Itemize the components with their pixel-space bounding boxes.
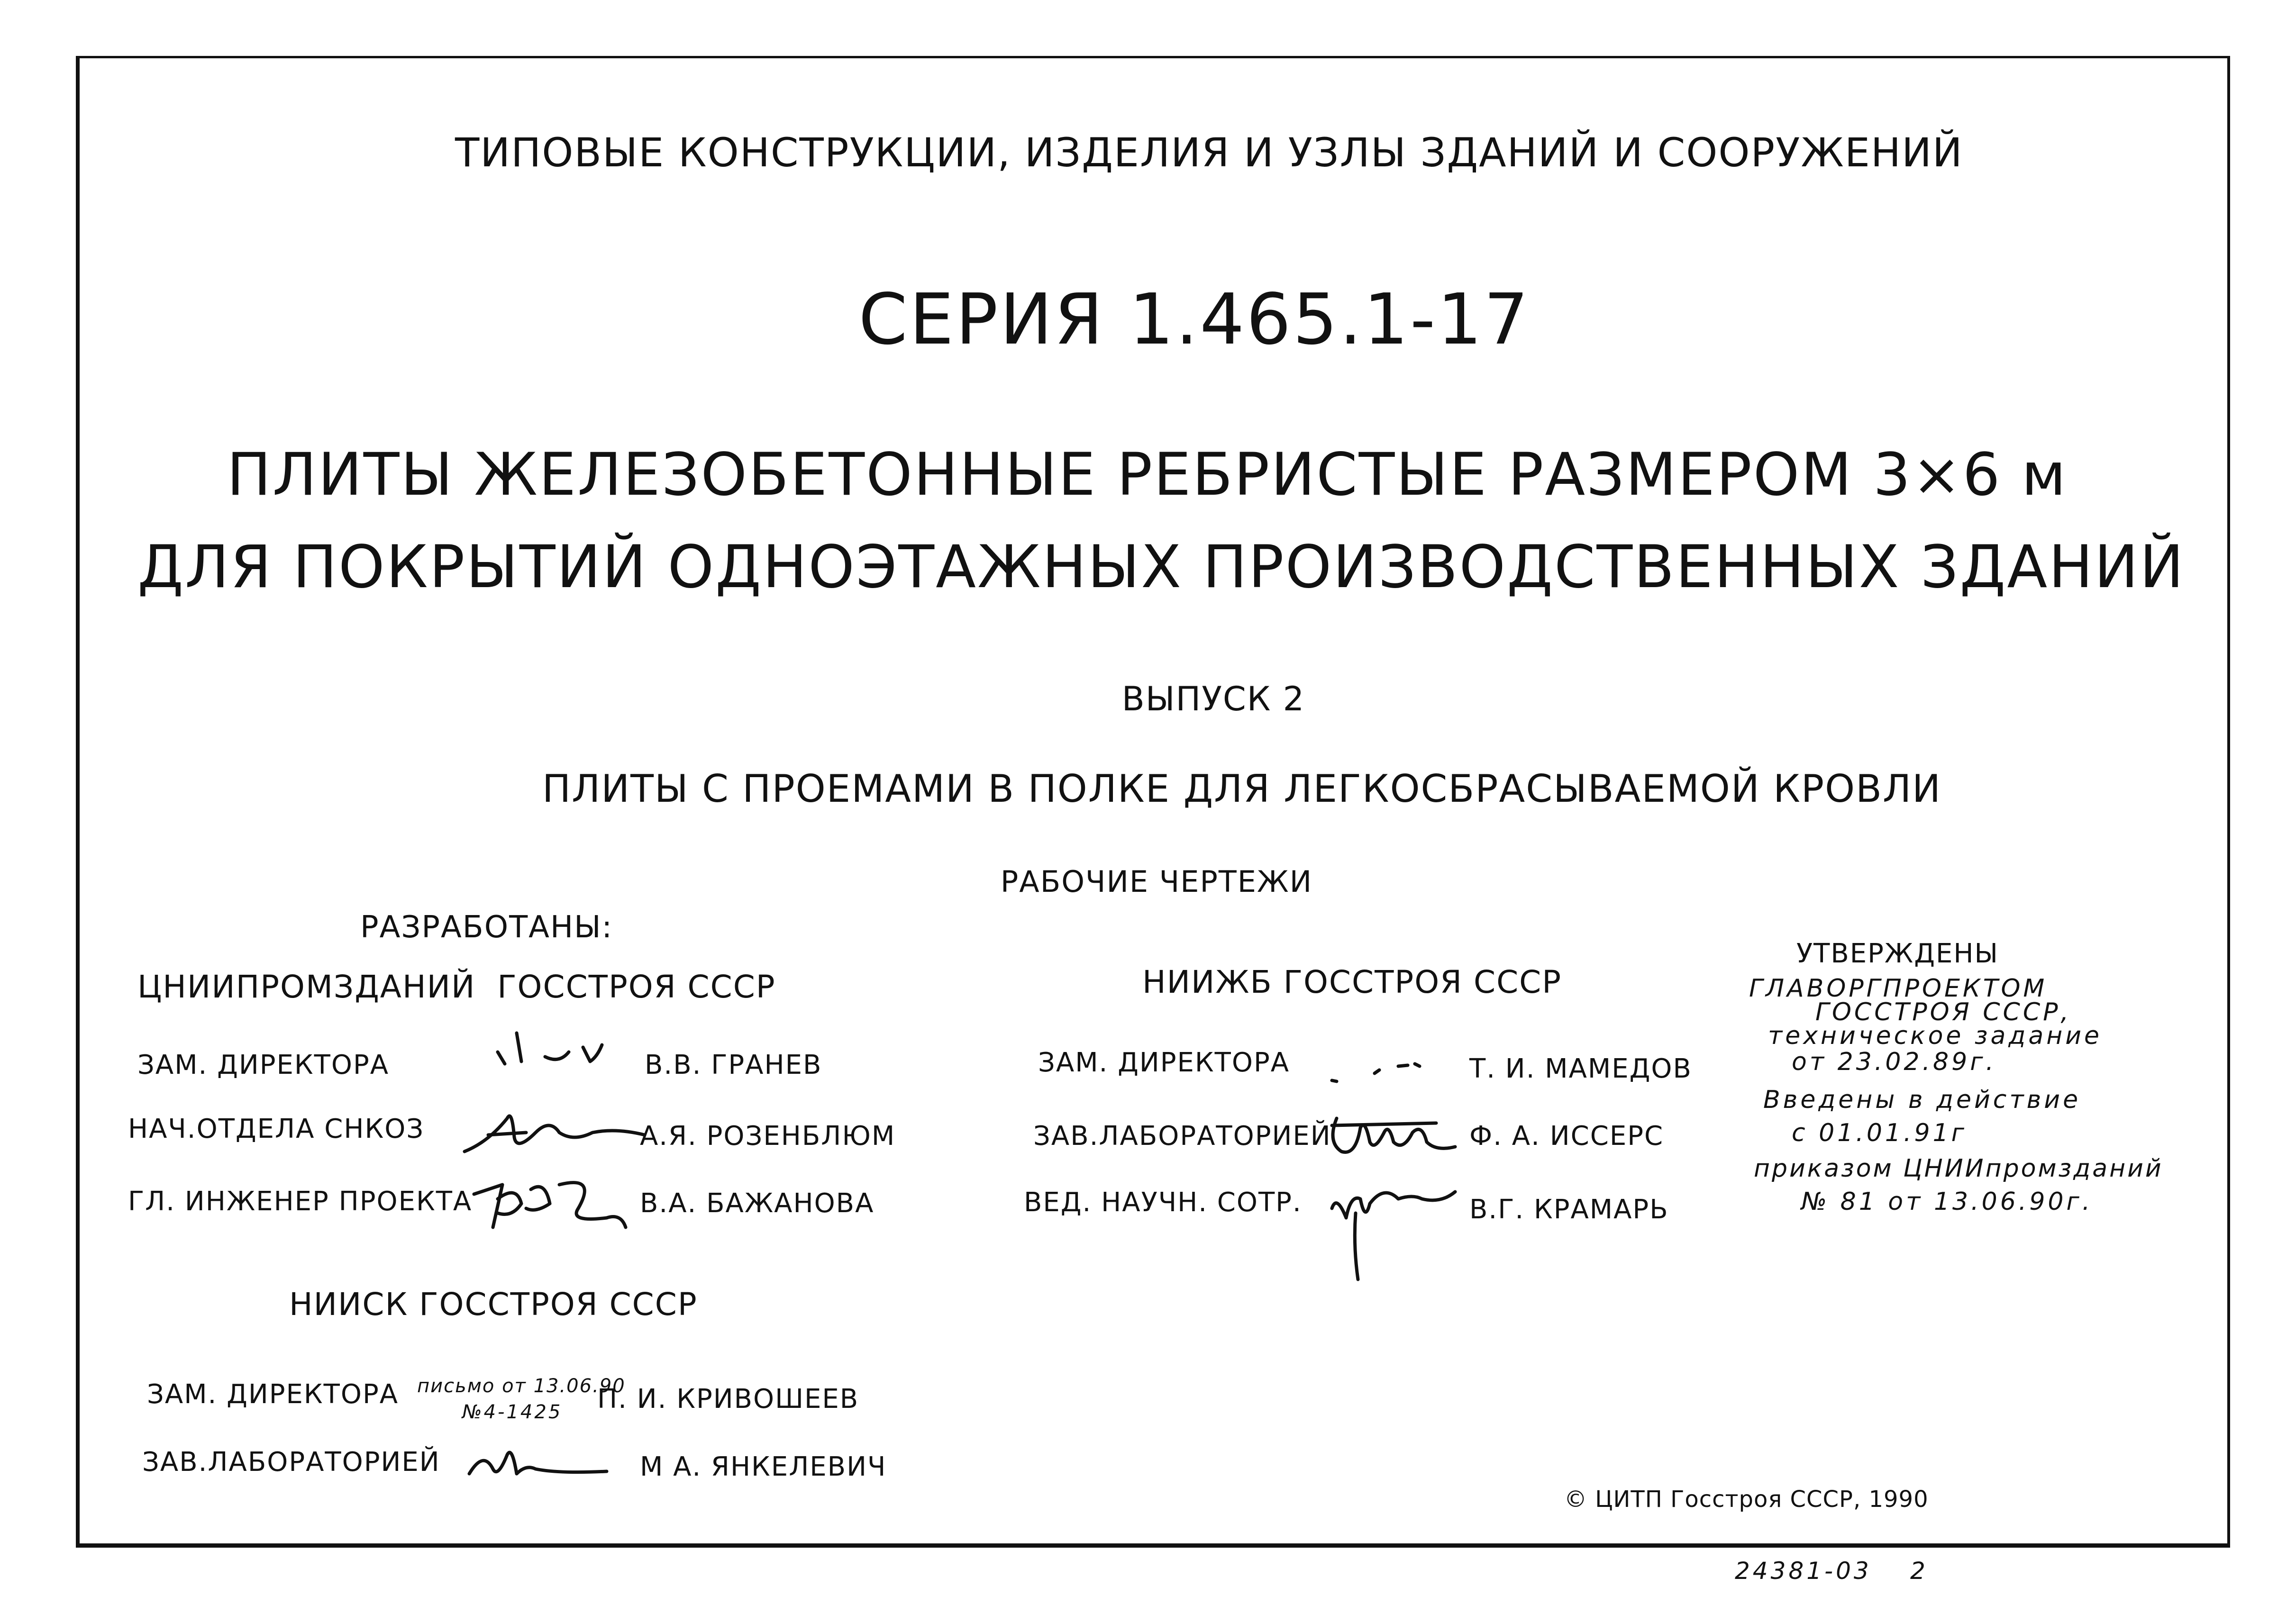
approved-line-4: от 23.02.89г. (1792, 1048, 1997, 1076)
org1-position-1: ЗАМ. ДИРЕКТОРА (137, 1050, 390, 1080)
org1-name-2: А.Я. РОЗЕНБЛЮМ (640, 1121, 896, 1152)
approved-line-2: ГОССТРОЯ СССР, (1815, 998, 2072, 1026)
org1-position-2: НАЧ.ОТДЕЛА СНКОЗ (128, 1114, 425, 1144)
signature-yankelevich (465, 1441, 616, 1483)
signature-mamedov (1322, 1052, 1431, 1090)
org2-position-2: ЗАВ.ЛАБОРАТОРИЕЙ (142, 1447, 440, 1478)
org1-name-3: В.А. БАЖАНОВА (640, 1188, 875, 1219)
org3-name-3: В.Г. КРАМАРЬ (1469, 1194, 1669, 1225)
org2-position-1: ЗАМ. ДИРЕКТОРА (147, 1379, 399, 1410)
org3-position-3: ВЕД. НАУЧН. СОТР. (1024, 1187, 1302, 1218)
doc-type: РАБОЧИЕ ЧЕРТЕЖИ (1000, 864, 1313, 899)
footer-page-number: 2 (1910, 1557, 1928, 1585)
approved-line-3: техническое задание (1768, 1022, 2103, 1050)
footer-document-number: 24381-03 (1735, 1557, 1872, 1585)
signature-rozenblyum (460, 1099, 649, 1166)
approved-line-5: Введены в действие (1763, 1086, 2081, 1114)
approved-label: УТВЕРЖДЕНЫ (1796, 938, 1999, 969)
org2-name-1: П. И. КРИВОШЕЕВ (597, 1384, 859, 1414)
signature-granev (488, 1019, 611, 1080)
org3-position-1: ЗАМ. ДИРЕКТОРА (1038, 1047, 1290, 1078)
org3-name-1: Т. И. МАМЕДОВ (1469, 1053, 1692, 1084)
org2-letter-note-1: письмо от 13.06.90 (417, 1375, 626, 1397)
issue-number: ВЫПУСК 2 (1121, 680, 1305, 718)
org2-letter-note-2: №4-1425 (462, 1401, 563, 1423)
org2-name: НИИСК ГОССТРОЯ СССР (289, 1286, 698, 1323)
approved-line-6: с 01.01.91г (1792, 1119, 1968, 1147)
org3-name-2: Ф. А. ИССЕРС (1469, 1121, 1664, 1152)
approved-line-8: № 81 от 13.06.90г. (1801, 1188, 2093, 1216)
developed-label: РАЗРАБОТАНЫ: (360, 910, 613, 945)
org3-name: НИИЖБ ГОССТРОЯ СССР (1142, 964, 1562, 1000)
org1-name: ЦНИИПРОМЗДАНИЙ ГОССТРОЯ СССР (137, 969, 776, 1005)
approved-line-1: ГЛАВОРГПРОЕКТОМ (1749, 974, 2048, 1003)
title-line-1: ПЛИТЫ ЖЕЛЕЗОБЕТОННЫЕ РЕБРИСТЫЕ РАЗМЕРОМ 3×6 м (227, 441, 2068, 509)
org3-position-2: ЗАВ.ЛАБОРАТОРИЕЙ (1033, 1121, 1331, 1152)
approved-line-7: приказом ЦНИИпромзданий (1754, 1154, 2163, 1183)
org2-name-2: М А. ЯНКЕЛЕВИЧ (640, 1451, 887, 1482)
signature-kramar (1318, 1166, 1460, 1284)
signature-bazhanova (465, 1166, 635, 1237)
subtitle: ПЛИТЫ С ПРОЕМАМИ В ПОЛКЕ ДЛЯ ЛЕГКОСБРАСЫВАЕМОЙ КРОВЛИ (542, 767, 1942, 811)
category-line: ТИПОВЫЕ КОНСТРУКЦИИ, ИЗДЕЛИЯ И УЗЛЫ ЗДАНИЙ И СООРУЖЕНИЙ (455, 129, 1963, 176)
org1-name-1: В.В. ГРАНЕВ (645, 1050, 822, 1080)
org1-position-3: ГЛ. ИНЖЕНЕР ПРОЕКТА (128, 1186, 473, 1217)
signature-issers (1322, 1099, 1465, 1166)
series-number: СЕРИЯ 1.465.1-17 (858, 279, 1531, 360)
copyright: © ЦИТП Госстроя СССР, 1990 (1564, 1486, 1929, 1513)
title-line-2: ДЛЯ ПОКРЫТИЙ ОДНОЭТАЖНЫХ ПРОИЗВОДСТВЕННЫХ ЗДАНИЙ (137, 533, 2185, 601)
